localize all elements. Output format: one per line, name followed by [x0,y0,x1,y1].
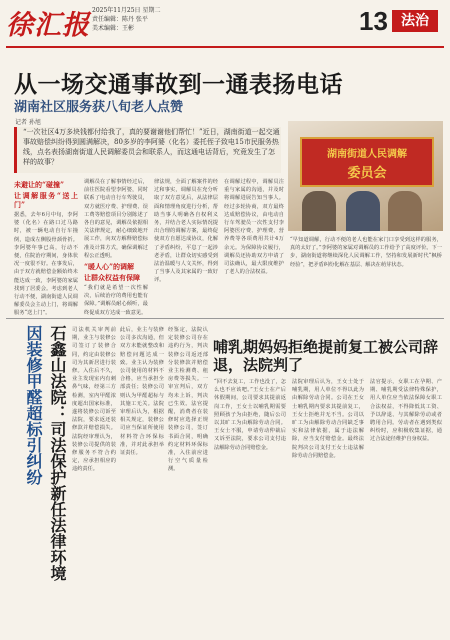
date-line-3: 美术编辑：王彬 [92,25,135,32]
article1-col2-text: 调解员在了解事情经过后，前往医院看望李阿婆，同时联系了电动自行车驾驶员，双方就医疗费、护理费、误工费等赔偿项目分别陈述了各自的意见，调解员依据相关法律规定，耐心细致地开展工作，向双方解释赔偿标准及计算方式，确保调解过程公正透明。 [84,179,148,259]
article1-col1-subhead-2: 让调解服务“送上门” [14,191,78,209]
article3-column-3 [370,378,442,632]
date-line-2: 责任编辑：陈丹 张平 [92,16,148,23]
article1-col2-subhead: “暖人心”的调解 [84,262,135,272]
masthead [0,0,450,46]
article1-col3-text: 律法规，全面了解案件的经过和事实，调解员在充分听取了双方意见后，从法律层面和情理角度进行分析，帮助当事人明确各自权利义务，并结合老人实际情况提出合理的调解方案，最终促使双方自愿达成协议，化解了矛盾纠纷，平息了一起涉老矛盾，让群众切实感受到法治温暖与人文关怀，得到了当事人及其家属的一致好评。 [154,179,218,284]
article2-column-3 [168,326,208,632]
article2-title-1: 石鑫山法院：司法保护新任法律环境 [48,325,67,581]
photo-person-1 [302,191,336,231]
date-line-1: 2025年11月25日 星期二 [92,7,161,14]
article3-column-1 [214,378,286,632]
newspaper-logo: 徐汇报 [6,10,90,41]
article1-col2b-text: “我们就是希望一次性解决，后续治疗的费用也能有保障。”调解员耐心倾听，最终促成双方达成一致意见。 [84,285,148,316]
article1-column-3 [154,178,218,316]
article1-lead-quote: “一次社区4万多块钱都付给我了，真的要谢谢他们帮忙！”近日，湖南街道一起交通事故赔偿纠纷得到圆满解决，80多岁的李阿婆（化名）委托侄子致电15市民服务热线，点名表扬湖南街道人民调解委员会和联系人，而这通电话背后，究竟发生了怎样的故事？ [14,127,281,173]
article1-headline: 从一场交通事故到一通表扬电话 [14,72,343,98]
article2-vertical-headline [10,325,68,625]
article1-byline: 记者 孙旭 [15,119,41,126]
article1-column-5 [290,236,442,316]
article2-col3-text: 经鉴定，法院认定装修公司存在违约行为，判决装修公司返还部分装修款并赔偿业主检测费、租房费等损失。一审宣判后，双方均未上诉，判决已生效。法官提醒，消费者在装修时应选择正规装修公司，签订书面合同，明确约定材料环保标准，入住前应进行空气质量检测。 [168,327,208,473]
article3-col3-text: 法官提示，女职工在孕期、产期、哺乳期受法律特殊保护，用人单位应当依法保障女职工合法权益，不得降低其工资、予以辞退、与其解除劳动或者聘用合同。劳动者在遇到类似纠纷时，应积极收集证据，通过合法途径维护自身权益。 [370,379,442,443]
article1-col1-text: 据悉，去年6月中旬，李阿婆（化名）在路口过马路时，被一辆电动自行车撞倒，造成左侧股骨颈骨折。李阿婆年事已高，行动不便，住院治疗期间，身体状况一度很不好。在事发后，由于双方就赔偿金额始终未能达成一致，李阿婆的家属找到了居委会。考虑到老人行动不便，湖南街道人民调解委员会主动上门，将调解服务“送上门”。 [14,212,78,316]
section-label: 法治 [392,10,438,32]
banner-main-text: 委员会 [347,166,387,181]
section-divider [6,318,444,319]
banner-text: 湖南街道人民调解 [327,149,407,160]
article1-column-1 [14,178,78,316]
article3-column-2 [292,378,364,632]
article1-col2-subhead-2: 让群众权益有保障 [84,273,140,283]
page-number: 13 [359,6,388,36]
article1-photo [288,121,443,231]
article3-col1-text: “回不去复工，工作也没了，怎么也不应该吧。”王女士在产后休假期间，公司要求其提前返岗工作，王女士以哺乳期需要照顾孩子为由拒绝，随后公司以其旷工为由解除劳动合同。王女士不服，申请劳动仲裁后又诉至法院，要求公司支付违法解除劳动合同赔偿金。 [214,379,286,451]
issue-date [92,6,160,33]
article3-col2-text: 法院审理后认为，王女士处于哺乳期，用人单位不得以此为由解除劳动合同。公司在王女士哺乳期内要求其提前复工，王女士拒绝并无不当。公司以旷工为由解除劳动合同缺乏事实和法律依据，属于违法解除，应当支付赔偿金。最终法院判决公司支付王女士违法解除劳动合同赔偿金。 [292,379,364,459]
article1-column-2 [84,178,148,316]
photo-banner [300,137,434,187]
article1-subhead: 湖南社区服务获八旬老人点赞 [14,100,184,115]
article1-column-4 [224,178,284,316]
article2-col1-text: 司法机关审判前期，业主与装修公司签订了装修合同，约定由装修公司为其新居进行装修。入住后不久，业主发现室内有刺鼻气味，经第三方检测，室内甲醛浓度超出国家标准，遂将装修公司诉至法院，要求返还装修款并赔偿损失。法院经审理认为，装修公司提供的装修服务不符合约定，应承担相应的违约责任。 [72,327,116,473]
article2-col2-text: 此后，业主与装修公司多次沟通，但双方未能就整改和赔偿问题达成一致。业主认为装修公司使用的材料不合格，应当承担全部责任；装修公司则认为甲醛超标与其施工无关。法院审理后认为，根据相关规定，装修公司应当保证所使用材料符合环保标准，并对此承担举证责任。 [120,327,164,457]
header-rule [6,46,444,48]
photo-person-2 [346,191,380,231]
article1-col5-text: “早知道调解，行动不便的老人也能在家门口享受到这样的服务，真的太好了。”李阿婆的家属对调解员的工作给予了高度评价。下一步，湖南街道将继续深化人民调解工作，坚持和发展新时代“枫桥经验”，把矛盾纠纷化解在基层、解决在萌芽状态。 [290,237,442,268]
photo-person-3 [388,191,422,231]
article1-col4-text: 在调解过程中，调解员注重与家属的沟通，并及时将调解进展告知当事人。经过多轮协商，双方最终达成赔偿协议，由电动自行车驾驶员一次性支付李阿婆医疗费、护理费、营养费等各项费用共计4万余元。为保障协议履行，调解员还协助双方申请了司法确认，最大限度维护了老人的合法权益。 [224,179,284,276]
article1-col1-subhead: 未避让的“碰撞” [14,180,65,189]
article3-headline: 哺乳期妈妈拒绝提前复工被公司辞退，法院判了 [213,338,439,374]
article2-column-1 [72,326,116,632]
article2-column-2 [120,326,164,632]
article2-title-2: 因装修甲醛超标引纠纷 [24,325,43,485]
